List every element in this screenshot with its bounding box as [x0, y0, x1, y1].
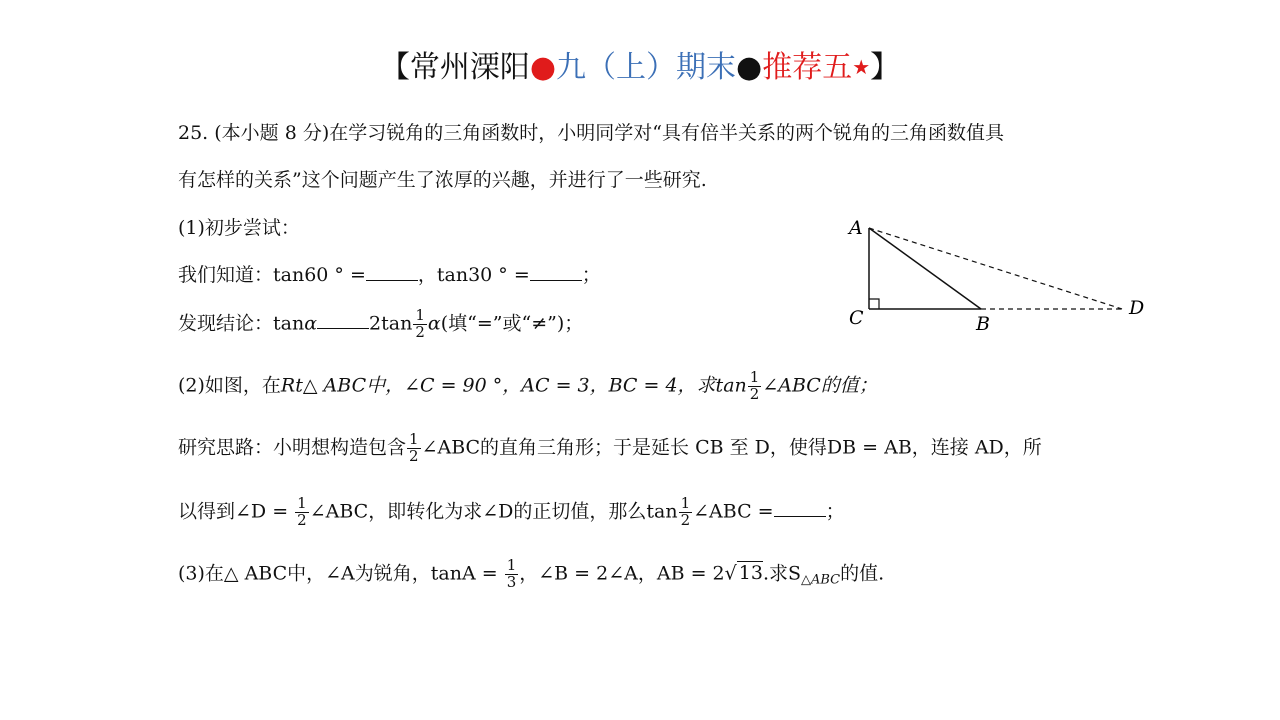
title-term: 九（上）期末	[556, 50, 737, 85]
label-D: D	[1129, 297, 1145, 319]
research-result: 以得到∠D = $\frac{1}{2}$ ∠ABC，即转化为求∠D的正切值，那么tan $\frac{1}{2}$ ∠ABC = ；	[178, 494, 845, 529]
segment-AB	[869, 228, 981, 309]
fraction-third: $\frac{1}{3}$	[506, 556, 517, 591]
fraction-half: $\frac{1}{2}$	[749, 368, 760, 403]
triangle-figure	[840, 210, 1160, 340]
fraction-half: $\frac{1}{2}$	[297, 494, 307, 529]
right-angle-mark	[869, 299, 879, 309]
part3-question: (3)在△ ABC中，∠A为锐角，tanA = $\frac{1}{3}$ ，∠B = 2∠A，AB = 2√ 13.求$S_{\triangle ABC}$的值.	[178, 556, 885, 591]
star-icon: ★	[852, 55, 871, 79]
answer-blank-tan-half[interactable]	[774, 515, 826, 517]
title-region: 常州溧阳	[409, 50, 530, 85]
part1-known: 我们知道：tan60 ° = ，tan30 ° = ；	[178, 264, 601, 286]
question-line-1: 25. (本小题 8 分)在学习锐角的三角函数时，小明同学对“具有倍半关系的两个锐角的三角函数值具	[178, 122, 1004, 144]
answer-blank-relation[interactable]	[317, 327, 369, 329]
label-C: C	[849, 307, 864, 329]
title-dot-black: ●	[736, 50, 763, 85]
part1-title: (1)初步尝试：	[178, 217, 300, 239]
answer-blank-tan60[interactable]	[366, 279, 418, 281]
title-recommend: 推荐五	[762, 50, 853, 85]
sqrt-symbol: √	[724, 562, 737, 585]
label-A: A	[849, 217, 863, 239]
question-line-2: 有怎样的关系”这个问题产生了浓厚的兴趣，并进行了一些研究.	[178, 169, 707, 191]
title-bracket-open: 【	[379, 50, 410, 85]
part2-question: (2)如图，在Rt△ ABC中，∠C = 90 °，AC = 3，BC = 4，求tan $\frac{1}{2}$ ∠ABC的值；	[178, 368, 878, 403]
research-idea: 研究思路：小明想构造包含 $\frac{1}{2}$ ∠ABC的直角三角形；于是延长 CB 至 D，使得DB = AB，连接 AD，所	[178, 430, 1042, 465]
answer-blank-tan30[interactable]	[530, 279, 582, 281]
page-title	[0, 42, 1280, 86]
title-dot-red: ●	[529, 50, 557, 85]
label-B: B	[976, 313, 990, 335]
fraction-half: $\frac{1}{2}$	[415, 306, 425, 341]
segment-AD-dashed	[869, 228, 1122, 309]
fraction-half: $\frac{1}{2}$	[680, 494, 691, 529]
part1-conclusion: 发现结论：tanα 2tan $\frac{1}{2}$ α(填“=”或“≠”)；	[178, 306, 584, 341]
sqrt-radicand: 13	[738, 562, 763, 585]
title-bracket-close: 】	[870, 50, 901, 85]
fraction-half: $\frac{1}{2}$	[409, 430, 419, 465]
